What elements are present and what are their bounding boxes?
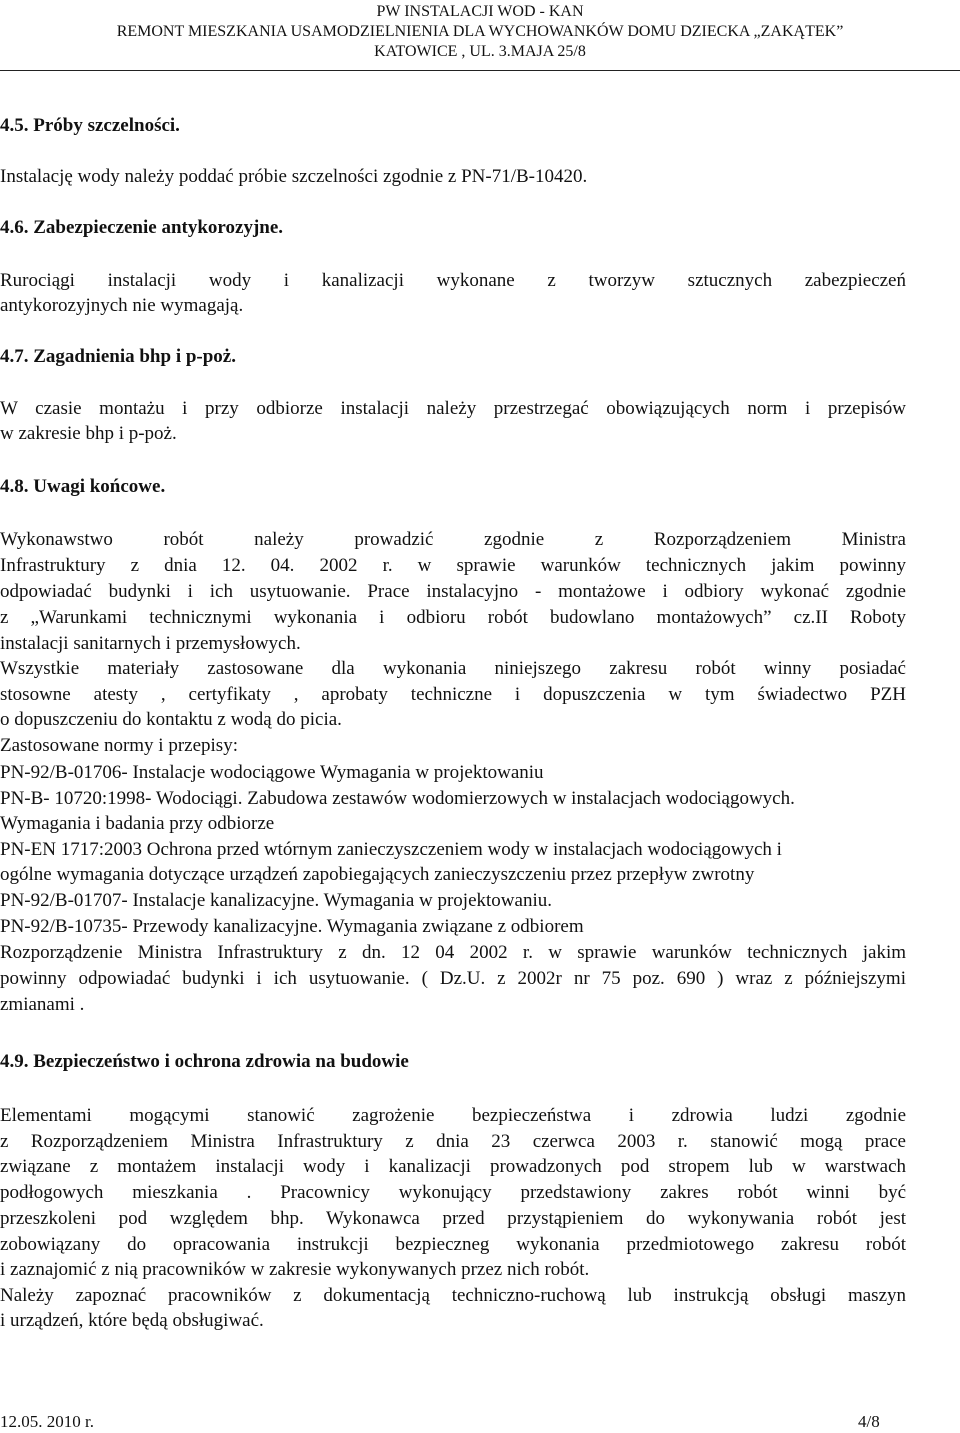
regulation-line: powinny odpowiadać budynki i ich usytuowanie. ( Dz.U. z 2002r nr 75 poz. 690 ) wraz z późniejszymi [0, 968, 906, 989]
regulation-line: zmianami . [0, 994, 85, 1015]
section-4-7-text-line: w zakresie bhp i p-poż. [0, 423, 177, 444]
section-4-9-text-line: z Rozporządzeniem Ministra Infrastruktury z dnia 23 czerwca 2003 r. stanowić mogą prace [0, 1131, 906, 1152]
header-divider [0, 70, 960, 71]
footer-page-number: 4/8 [858, 1412, 880, 1431]
section-4-8-heading: 4.8. Uwagi końcowe. [0, 476, 166, 497]
section-4-5-text: Instalację wody należy poddać próbie szczelności zgodnie z PN-71/B-10420. [0, 166, 588, 187]
standard-item: PN-92/B-10735- Przewody kanalizacyjne. Wymagania związane z odbiorem [0, 916, 584, 937]
section-4-7-heading: 4.7. Zagadnienia bhp i p-poż. [0, 346, 236, 367]
section-4-8-text-line: Wszystkie materiały zastosowane dla wykonania niniejszego zakresu robót winny posiadać [0, 658, 906, 679]
section-4-7-text-line: W czasie montażu i przy odbiorze instalacji należy przestrzegać obowiązujących norm i przepisów [0, 398, 906, 419]
standard-item: Wymagania i badania przy odbiorze [0, 813, 275, 834]
section-4-9-text-line: Elementami mogącymi stanowić zagrożenie bezpieczeństwa i zdrowia ludzi zgodnie [0, 1105, 906, 1126]
standard-item: PN-EN 1717:2003 Ochrona przed wtórnym zanieczyszczeniem wody w instalacjach wodociągowych i [0, 839, 782, 860]
section-4-8-text-line: Infrastruktury z dnia 12. 04. 2002 r. w sprawie warunków technicznych jakim powinny [0, 555, 906, 576]
section-4-6-text-line: Rurociągi instalacji wody i kanalizacji wykonane z tworzyw sztucznych zabezpieczeń [0, 270, 906, 291]
section-4-8-text-line: odpowiadać budynki i ich usytuowanie. Prace instalacyjno - montażowe i odbiory wykonać zgodnie [0, 581, 906, 602]
section-4-8-text-line: Wykonawstwo robót należy prowadzić zgodnie z Rozporządzeniem Ministra [0, 529, 906, 550]
section-4-8-text-line: instalacji sanitarnych i przemysłowych. [0, 633, 301, 654]
section-4-5-heading: 4.5. Próby szczelności. [0, 115, 180, 136]
regulation-line: Rozporządzenie Ministra Infrastruktury z dn. 12 04 2002 r. w sprawie warunków technicznych jakim [0, 942, 906, 963]
header-project: REMONT MIESZKANIA USAMODZIELNIENIA DLA WYCHOWANKÓW DOMU DZIECKA „ZAKĄTEK” [116, 23, 844, 40]
section-4-9-text-line: zobowiązany do opracowania instrukcji bezpieczneg wykonania przedmiotowego zakresu robót [0, 1234, 906, 1255]
section-4-6-heading: 4.6. Zabezpieczenie antykorozyjne. [0, 217, 284, 238]
section-4-9-text-line: podłogowych mieszkania . Pracownicy wykonujący przedstawiony zakres robót winni być [0, 1182, 906, 1203]
footer-date: 12.05. 2010 r. [0, 1412, 94, 1431]
section-4-8-text-line: stosowne atesty , certyfikaty , aprobaty techniczne i dopuszczenia w tym świadectwo PZH [0, 684, 906, 705]
section-4-9-text-line: związane z montażem instalacji wody i kanalizacji prowadzonych pod stropem lub w warstwach [0, 1156, 906, 1177]
header-address: KATOWICE , UL. 3.MAJA 25/8 [374, 43, 586, 60]
section-4-9-text-line: Należy zapoznać pracowników z dokumentacją techniczno-ruchową lub instrukcją obsługi maszyn [0, 1285, 906, 1306]
standard-item: PN-B- 10720:1998- Wodociągi. Zabudowa zestawów wodomierzowych w instalacjach wodociągowych. [0, 788, 795, 809]
section-4-9-heading: 4.9. Bezpieczeństwo i ochrona zdrowia na budowie [0, 1051, 409, 1072]
section-4-9-text-line: przeszkoleni pod względem bhp. Wykonawca przed przystąpieniem do wykonywania robót jest [0, 1208, 906, 1229]
standard-item: PN-92/B-01707- Instalacje kanalizacyjne. Wymagania w projektowaniu. [0, 890, 552, 911]
standards-heading: Zastosowane normy i przepisy: [0, 735, 238, 756]
section-4-9-text-line: i urządzeń, które będą obsługiwać. [0, 1310, 264, 1331]
section-4-9-text-line: i zaznajomić z nią pracowników w zakresie wykonywanych przez nich robót. [0, 1259, 590, 1280]
section-4-8-text-line: z „Warunkami technicznymi wykonania i odbioru robót budowlano montażowych” cz.II Roboty [0, 607, 906, 628]
header-title: PW INSTALACJI WOD - KAN [376, 3, 584, 20]
section-4-6-text-line: antykorozyjnych nie wymagają. [0, 295, 244, 316]
section-4-8-text-line: o dopuszczeniu do kontaktu z wodą do picia. [0, 709, 342, 730]
standard-item: ogólne wymagania dotyczące urządzeń zapobiegających zanieczyszczeniu przez przepływ zwrotny [0, 864, 755, 885]
standard-item: PN-92/B-01706- Instalacje wodociągowe Wymagania w projektowaniu [0, 762, 544, 783]
